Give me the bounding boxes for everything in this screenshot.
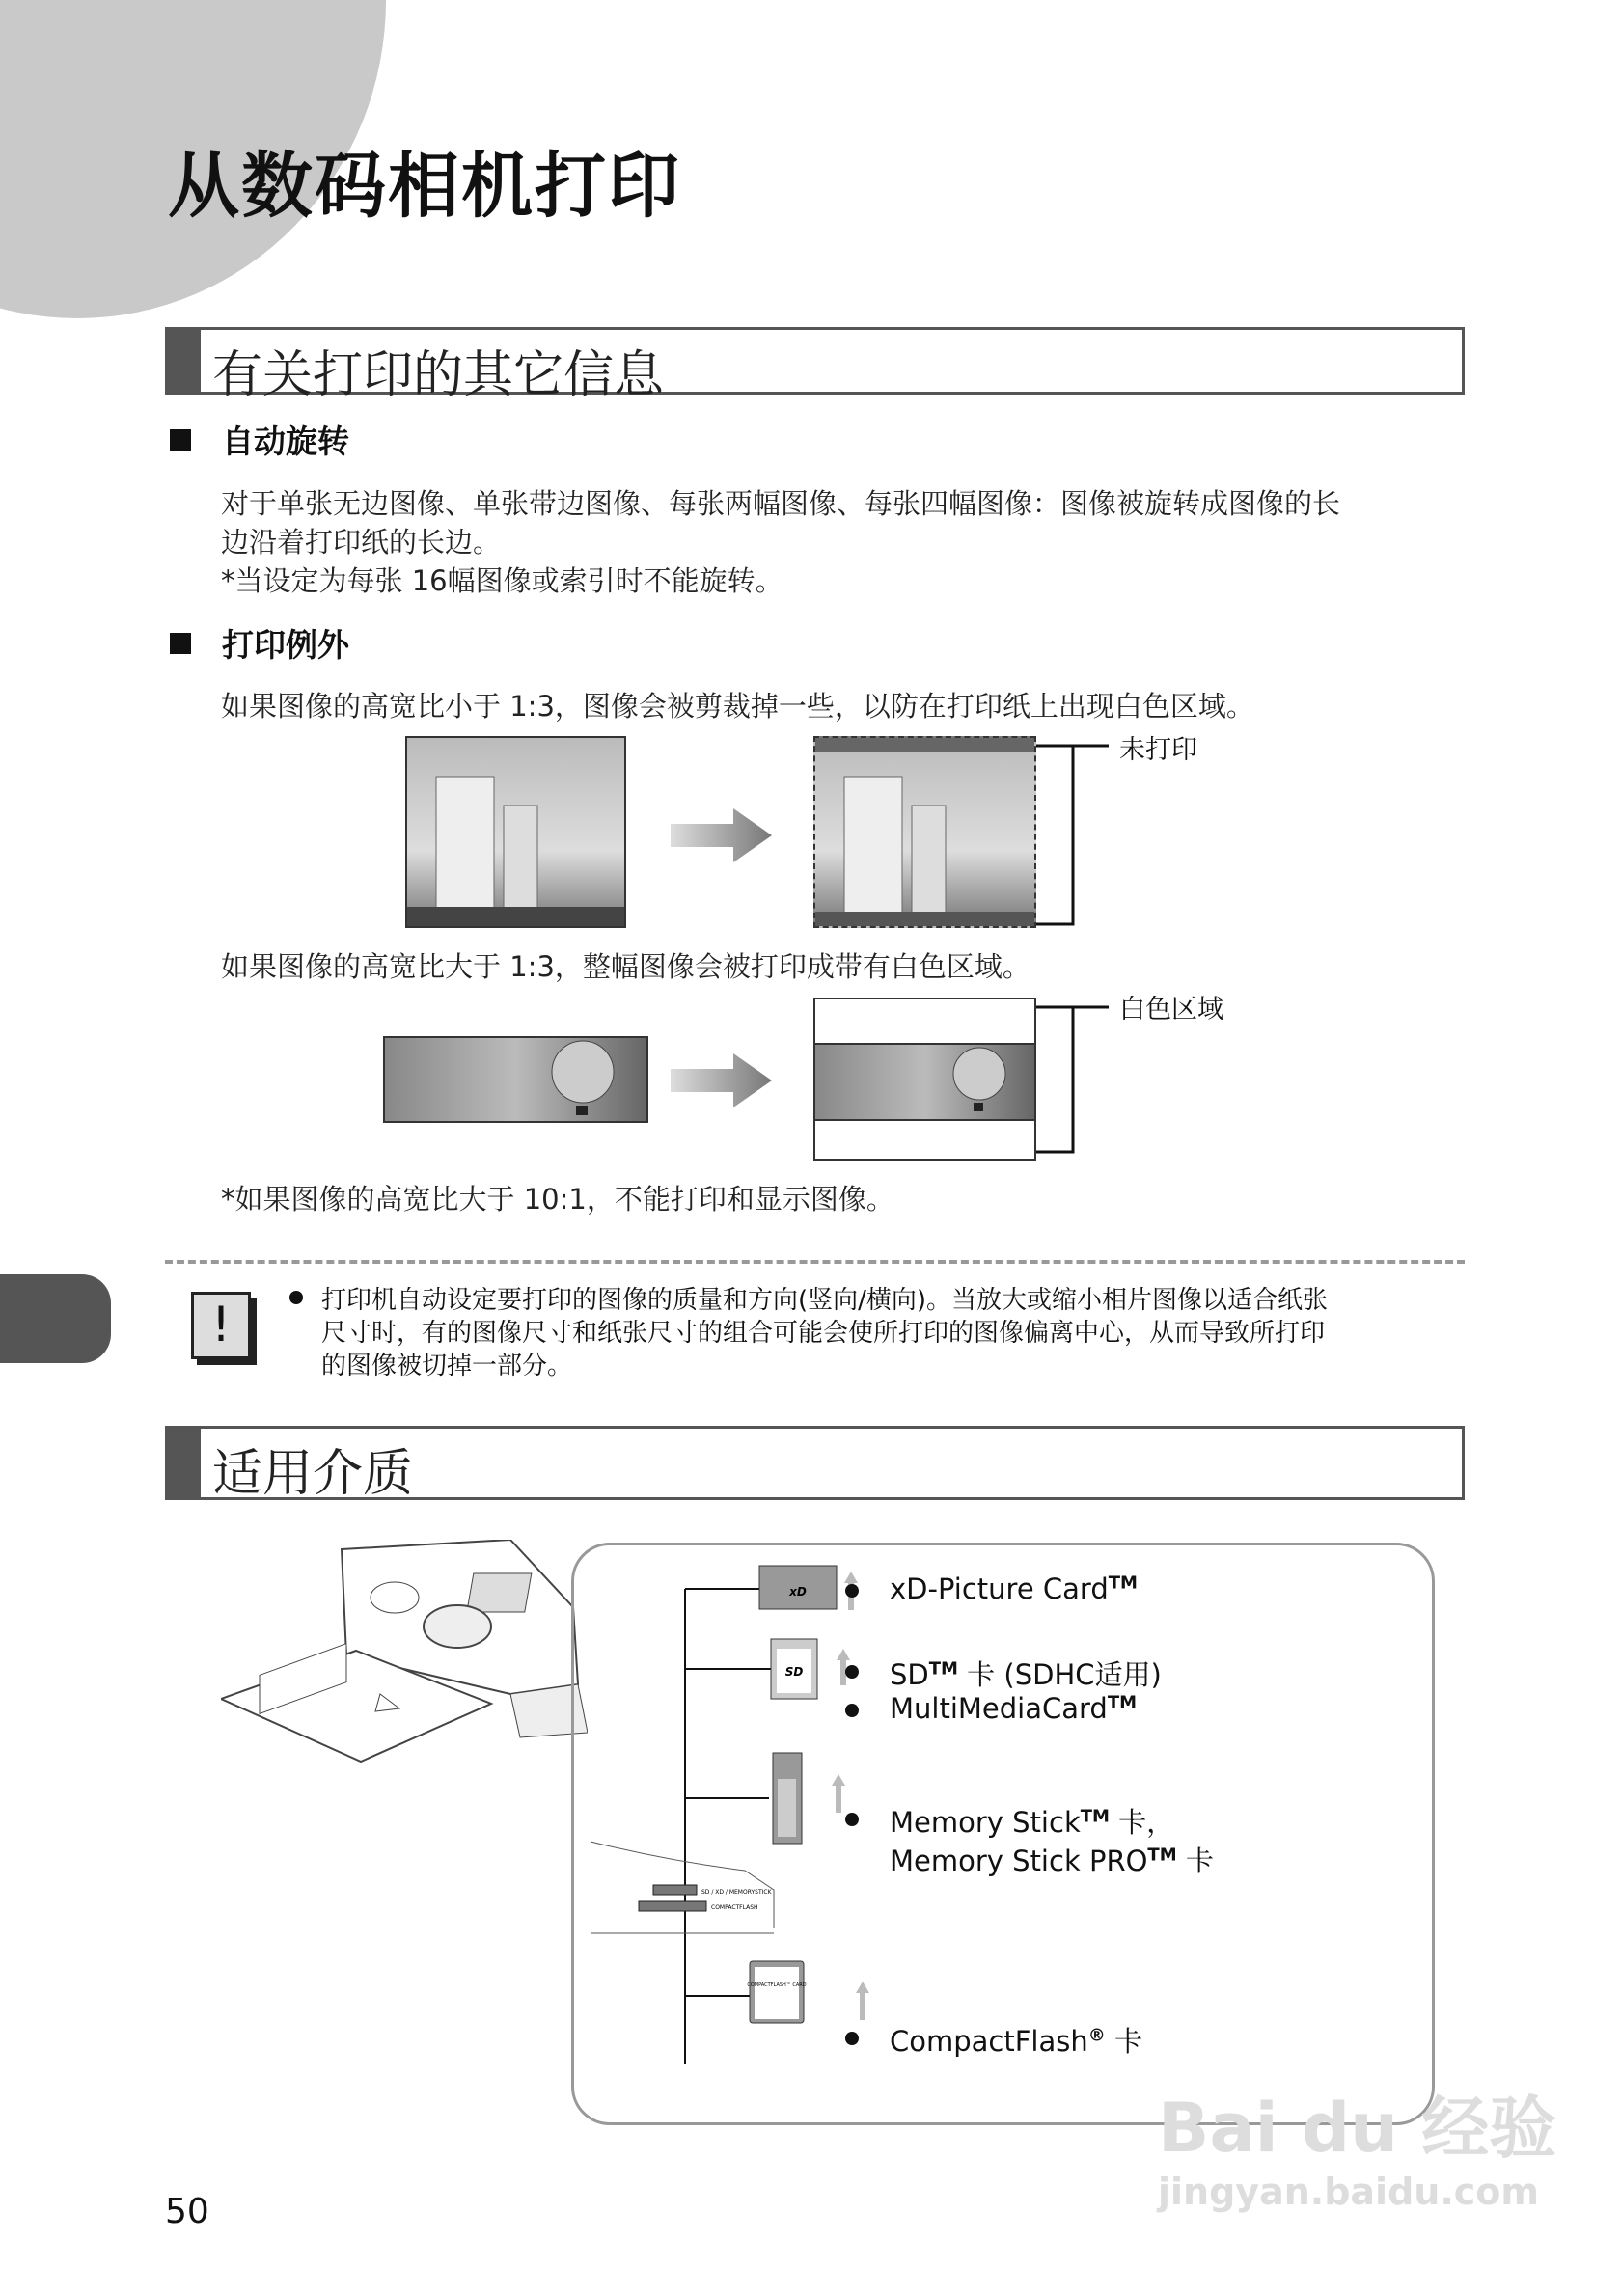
- note-text: 尺寸时，有的图像尺寸和纸张尺寸的组合可能会使所打印的图像偏离中心，从而导致所打印: [321, 1319, 1326, 1348]
- bullet-icon: [289, 1291, 303, 1304]
- balloon-photo-original: [383, 1036, 648, 1123]
- bracket-line: [1036, 736, 1113, 929]
- svg-text:SD: SD: [784, 1665, 804, 1679]
- balloon-photo-with-white-area: [813, 998, 1036, 1161]
- label-not-printed: 未打印: [1119, 735, 1197, 765]
- label-white-area: 白色区域: [1119, 995, 1223, 1025]
- media-item-memory-stick-pro: Memory Stick PRO™ 卡: [890, 1845, 1214, 1877]
- building-photo-cropped: [813, 736, 1036, 928]
- buildings-illustration: [407, 738, 626, 928]
- insert-arrow-icons: [832, 1572, 869, 2020]
- balloon-illustration: [385, 1038, 648, 1123]
- media-item-compactflash: CompactFlash® 卡: [890, 2020, 1142, 2060]
- svg-text:SD / XD / MEMORYSTICK: SD / XD / MEMORYSTICK: [701, 1889, 772, 1896]
- subheading-text: 自动旋转: [222, 423, 349, 460]
- printer-illustration: [221, 1540, 588, 1839]
- watermark-logo: Bai du 经验: [1158, 2089, 1557, 2168]
- bullet-square-icon: [170, 633, 191, 654]
- body-text: 对于单张无边图像、单张带边图像、每张两幅图像、每张四幅图像：图像被旋转成图像的长: [221, 487, 1341, 520]
- side-tab: [0, 1274, 111, 1363]
- subheading-exceptions: [170, 620, 349, 666]
- section-title: 适用介质: [212, 1445, 414, 1503]
- watermark-url: jingyan.baidu.com: [1158, 2171, 1539, 2213]
- exclamation-icon: !: [191, 1292, 251, 1359]
- card-slot-diagram: [571, 1543, 880, 2121]
- page-title: 从数码相机打印: [168, 145, 681, 228]
- media-item-memory-stick: Memory Stick™ 卡，: [890, 1801, 1174, 1841]
- subheading-auto-rotate: [170, 417, 349, 462]
- body-text: *当设定为每张 16幅图像或索引时不能旋转。: [221, 564, 783, 597]
- body-text: 如果图像的高宽比大于 1:3，整幅图像会被打印成带有白色区域。: [221, 950, 1030, 983]
- building-photo-original: [405, 736, 626, 928]
- section-marker: [168, 330, 201, 392]
- section-marker: [168, 1429, 201, 1497]
- media-item-mmc: MultiMediaCard™: [890, 1692, 1138, 1725]
- svg-text:xD: xD: [789, 1585, 807, 1599]
- body-note: *如果图像的高宽比大于 10:1，不能打印和显示图像。: [221, 1183, 894, 1216]
- svg-text:COMPACTFLASH: COMPACTFLASH: [711, 1904, 758, 1911]
- media-item-xd: xD-Picture Card™: [890, 1572, 1138, 1605]
- subheading-text: 打印例外: [222, 626, 349, 664]
- balloon-illustration: [815, 1045, 1034, 1119]
- section-header-print-info: [165, 327, 1465, 404]
- buildings-illustration: [815, 738, 1036, 928]
- arrow-right-icon: [671, 1053, 772, 1107]
- section-header-media: [165, 1426, 1465, 1503]
- note-text: 的图像被切掉一部分。: [321, 1352, 573, 1380]
- note-text: 打印机自动设定要打印的图像的质量和方向(竖向/横向)。当放大或缩小相片图像以适合纸张: [321, 1286, 1329, 1315]
- bullet-square-icon: [170, 429, 191, 451]
- arrow-right-icon: [671, 808, 772, 862]
- svg-text:COMPACTFLASH™ CARD: COMPACTFLASH™ CARD: [747, 1982, 807, 1988]
- body-text: 边沿着打印纸的长边。: [221, 526, 502, 559]
- printed-image-area: [815, 1043, 1034, 1121]
- media-item-sd: SD™ 卡 (SDHC适用): [890, 1654, 1162, 1693]
- bracket-line: [1036, 998, 1113, 1162]
- body-text: 如果图像的高宽比小于 1:3，图像会被剪裁掉一些，以防在打印纸上出现白色区域。: [221, 690, 1254, 723]
- divider: [165, 1260, 1465, 1264]
- section-title: 有关打印的其它信息: [212, 346, 665, 404]
- page-number: 50: [165, 2192, 209, 2231]
